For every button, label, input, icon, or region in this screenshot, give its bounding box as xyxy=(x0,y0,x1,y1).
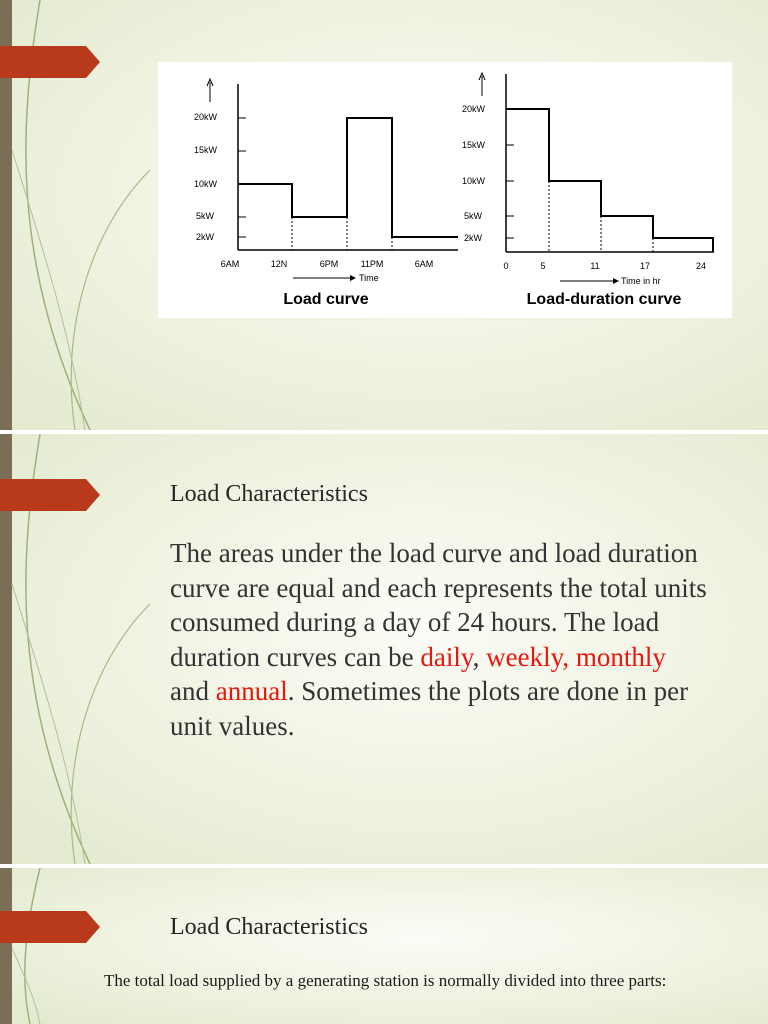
x-tick-label: 6PM xyxy=(319,259,339,269)
paragraph-text: , xyxy=(472,641,487,672)
load-curve-chart xyxy=(194,79,458,308)
y-tick-label: 20kW xyxy=(194,112,218,122)
slide-title: Load Characteristics xyxy=(170,481,368,507)
slide-body-text: The total load supplied by a generating station is normally divided into three parts: xyxy=(104,971,667,990)
x-tick-label: 24 xyxy=(695,261,707,271)
y-tick-label: 2kW xyxy=(196,232,214,242)
decorative-swirl xyxy=(0,868,200,1024)
y-tick-label: 5kW xyxy=(464,211,482,221)
paragraph-text: and xyxy=(170,676,216,706)
x-axis-label: Time xyxy=(359,273,379,283)
x-tick-label: 11PM xyxy=(360,259,384,269)
y-tick-label: 20kW xyxy=(462,104,486,114)
x-tick-label: 5 xyxy=(540,261,546,271)
slide-body-paragraph xyxy=(170,536,710,743)
chart-title: Load curve xyxy=(283,291,369,308)
slide-3 xyxy=(0,868,768,1024)
x-tick-label: 17 xyxy=(639,261,651,271)
highlight-daily: daily xyxy=(420,641,473,672)
x-tick-label: 11 xyxy=(590,261,600,271)
y-tick-label: 2kW xyxy=(464,233,482,243)
y-tick-label: 15kW xyxy=(462,140,486,150)
x-tick-label: 6AM xyxy=(414,259,434,269)
paragraph-text: . Sometimes the plots are done in per unit values. xyxy=(170,676,689,741)
y-tick-label: 10kW xyxy=(194,179,218,189)
paragraph-text: The areas under the load curve and load duration curve are equal and each represents the total units consumed during a day of 24 hours. The load duration curves can be xyxy=(170,538,707,672)
highlight-weekly-monthly: weekly, monthly xyxy=(486,641,666,672)
slide-marker-tab xyxy=(0,911,100,943)
slide-1 xyxy=(0,0,768,430)
y-tick-label: 10kW xyxy=(462,176,486,186)
highlight-annual: annual xyxy=(215,676,288,706)
x-tick-label: 0 xyxy=(503,261,509,271)
slide-title: Load Characteristics xyxy=(170,914,368,940)
x-axis-label: Time in hr xyxy=(621,276,661,286)
x-tick-label: 12N xyxy=(270,259,288,269)
y-tick-label: 15kW xyxy=(194,145,218,155)
load-curve-figure xyxy=(158,62,732,318)
slide-marker-tab xyxy=(0,46,100,78)
x-tick-label: 6AM xyxy=(220,259,240,269)
slide-marker-tab xyxy=(0,479,100,511)
y-tick-label: 5kW xyxy=(196,211,214,221)
slide-2 xyxy=(0,434,768,864)
chart-title: Load-duration curve xyxy=(526,291,682,308)
load-duration-chart xyxy=(462,73,714,308)
